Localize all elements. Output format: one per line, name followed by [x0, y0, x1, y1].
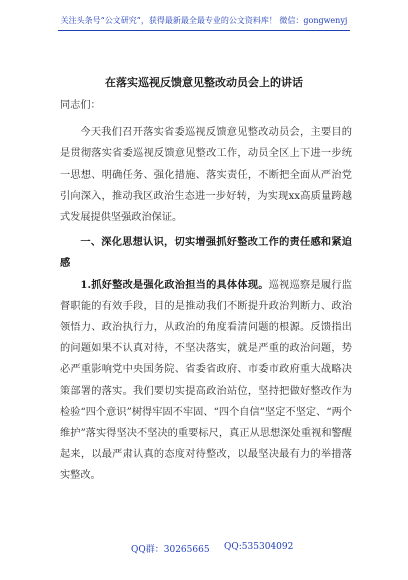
document-title: 在落实巡视反馈意见整改动员会上的讲话 — [105, 76, 303, 89]
intro-paragraph: 今天我们召开落实省委巡视反馈意见整改动员会，主要目的是贯彻落实省委巡视反馈意见整改工作，动员全区上下进一步统一思想、明确任务、强化措施、落实责任，不断把全面从严治党引向深入，推动我区政治生态进一步好转，为实现xx高质量跨越式发展提供坚强政治保证。 — [60, 127, 352, 224]
point-paragraph — [60, 275, 352, 487]
point-heading: 1.抓好整改是强化政治担当的具体体现。 — [80, 278, 269, 291]
footer-qq: QQ:535304092 — [224, 542, 294, 552]
header-banner: 关注头条号“公文研究”，获得最新最全最专业的公文资料库！ 微信：gongwenyj — [60, 16, 348, 25]
document-body — [60, 95, 352, 487]
section-heading: 一、深化思想认识，切实增强抓好整改工作的责任感和紧迫感 — [60, 236, 352, 270]
page-footer — [0, 542, 408, 556]
footer-qq-group: QQ群：30265665 — [131, 545, 210, 555]
header-divider — [58, 30, 350, 31]
page-header — [0, 0, 408, 36]
salutation: 同志们： — [60, 100, 101, 111]
point-body: 巡视巡察是履行监督职能的有效手段，目的是推动我们不断提升政治判断力、政治领悟力、政治执行力，从政治的角度看清问题的根源。反馈指出的问题如果不认真对待，不坚决落实，就是严重的政治问题，势必严重影响党中央国务院、省委省政府、市委市政府重大战略决策部署的落实。我们要切实提高政治站位，坚持把做好整改作为检验“四个意识”树得牢固不牢固、“四个自信”坚定不坚定、“两个维护”落实得坚决不坚决的重要标尺，真正从思想深处重视和警醒起来，以最严肃认真的态度对待整改，以最坚决最有力的举措落实整改。 — [60, 279, 352, 482]
